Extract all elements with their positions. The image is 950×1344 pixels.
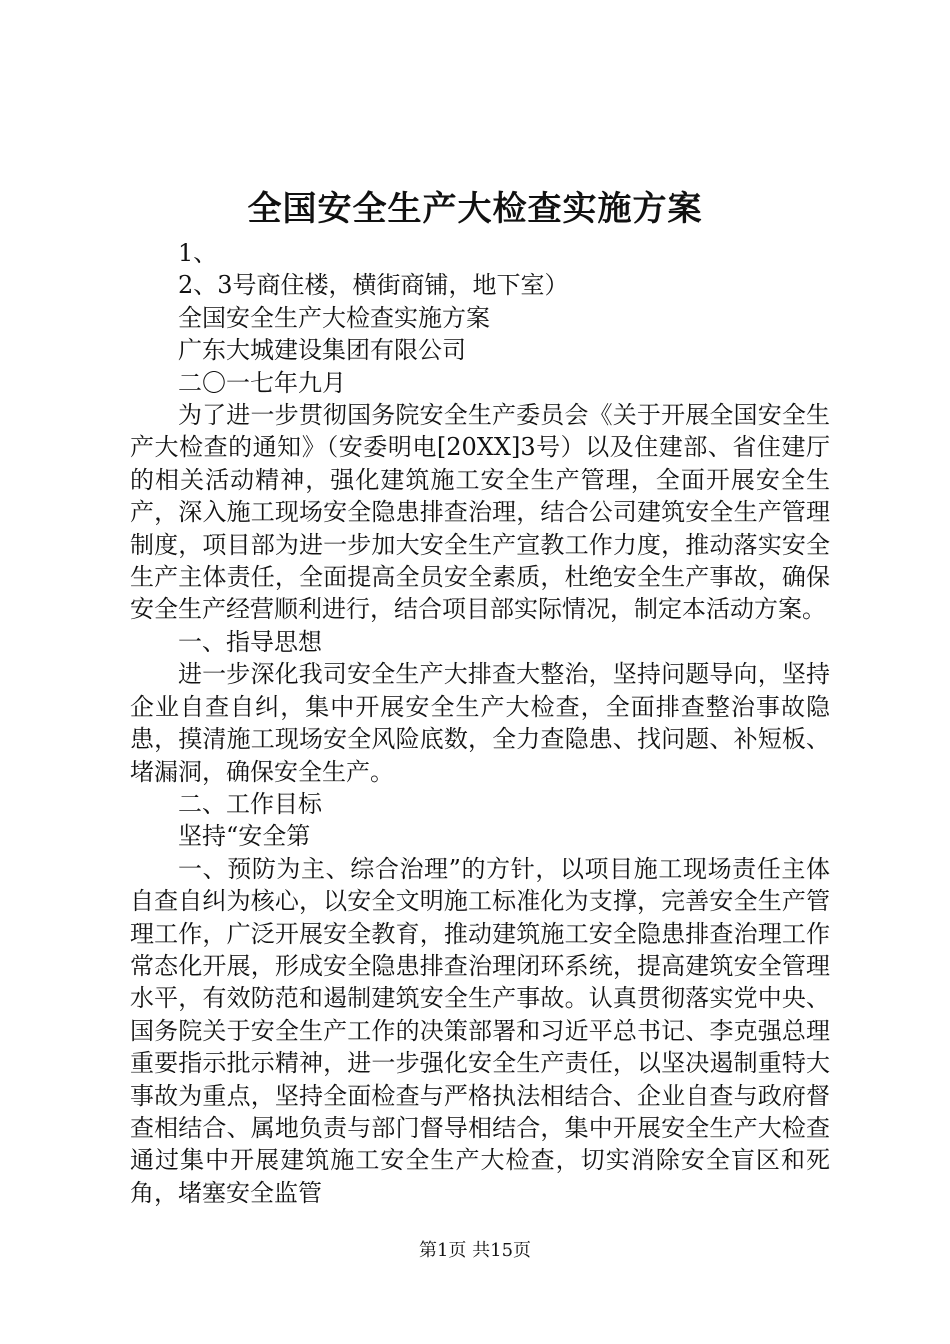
document-body (130, 237, 830, 1209)
page-footer: 第1页 共15页 (418, 1240, 532, 1261)
section-heading-guiding-thought: 一、指导思想 (178, 627, 322, 656)
paragraph-intro: 为了进一步贯彻国务院安全生产委员会《关于开展全国安全生产大检查的通知》（安委明电[20XX]3号）以及住建部、省住建厅的相关活动精神，强化建筑施工安全生产管理，全面开展安全生产，深入施工现场安全隐患排查治理，结合公司建筑安全生产管理制度，项目部为进一步加大安全生产宣教工作力度，推动落实安全生产主体责任，全面提高全员安全素质，杜绝安全生产事故，确保安全生产经营顺利进行，结合项目部实际情况，制定本活动方案。 (130, 401, 830, 624)
paragraph-guiding-thought: 进一步深化我司安全生产大排查大整治，坚持问题导向，坚持企业自查自纠，集中开展安全生产大检查，全面排查整治事故隐患，摸清施工现场安全风险底数，全力查隐患、找问题、补短板、堵漏洞，确保安全生产。 (130, 660, 830, 786)
section-heading-work-goals: 二、工作目标 (178, 789, 322, 818)
paragraph-work-goals: 一、预防为主、综合治理”的方针，以项目施工现场责任主体自查自纠为核心，以安全文明施工标准化为支撑，完善安全生产管理工作，广泛开展安全教育，推动建筑施工安全隐患排查治理工作常态化开展，形成安全隐患排查治理闭环系统，提高建筑安全管理水平，有效防范和遏制建筑安全生产事故。认真贯彻落实党中央、国务院关于安全生产工作的决策部署和习近平总书记、李克强总理重要指示批示精神，进一步强化安全生产责任，以坚决遏制重特大事故为重点，坚持全面检查与严格执法相结合、企业自查与政府督查相结合、属地负责与部门督导相结合，集中开展安全生产大检查通过集中开展建筑施工安全生产大检查，切实消除安全盲区和死角，堵塞安全监管 (130, 854, 830, 1207)
paragraph-work-goals-start: 坚持“安全第 (178, 822, 311, 851)
paragraph-item-number-1: 1、 (178, 239, 218, 267)
paragraph-subtitle: 全国安全生产大检查实施方案 (178, 303, 490, 332)
document-title: 全国安全生产大检查实施方案 (247, 189, 703, 229)
paragraph-date: 二〇一七年九月 (178, 368, 346, 397)
paragraph-item-number-2: 2、3号商住楼，横街商铺，地下室） (178, 271, 569, 300)
paragraph-company: 广东大城建设集团有限公司 (178, 336, 466, 365)
